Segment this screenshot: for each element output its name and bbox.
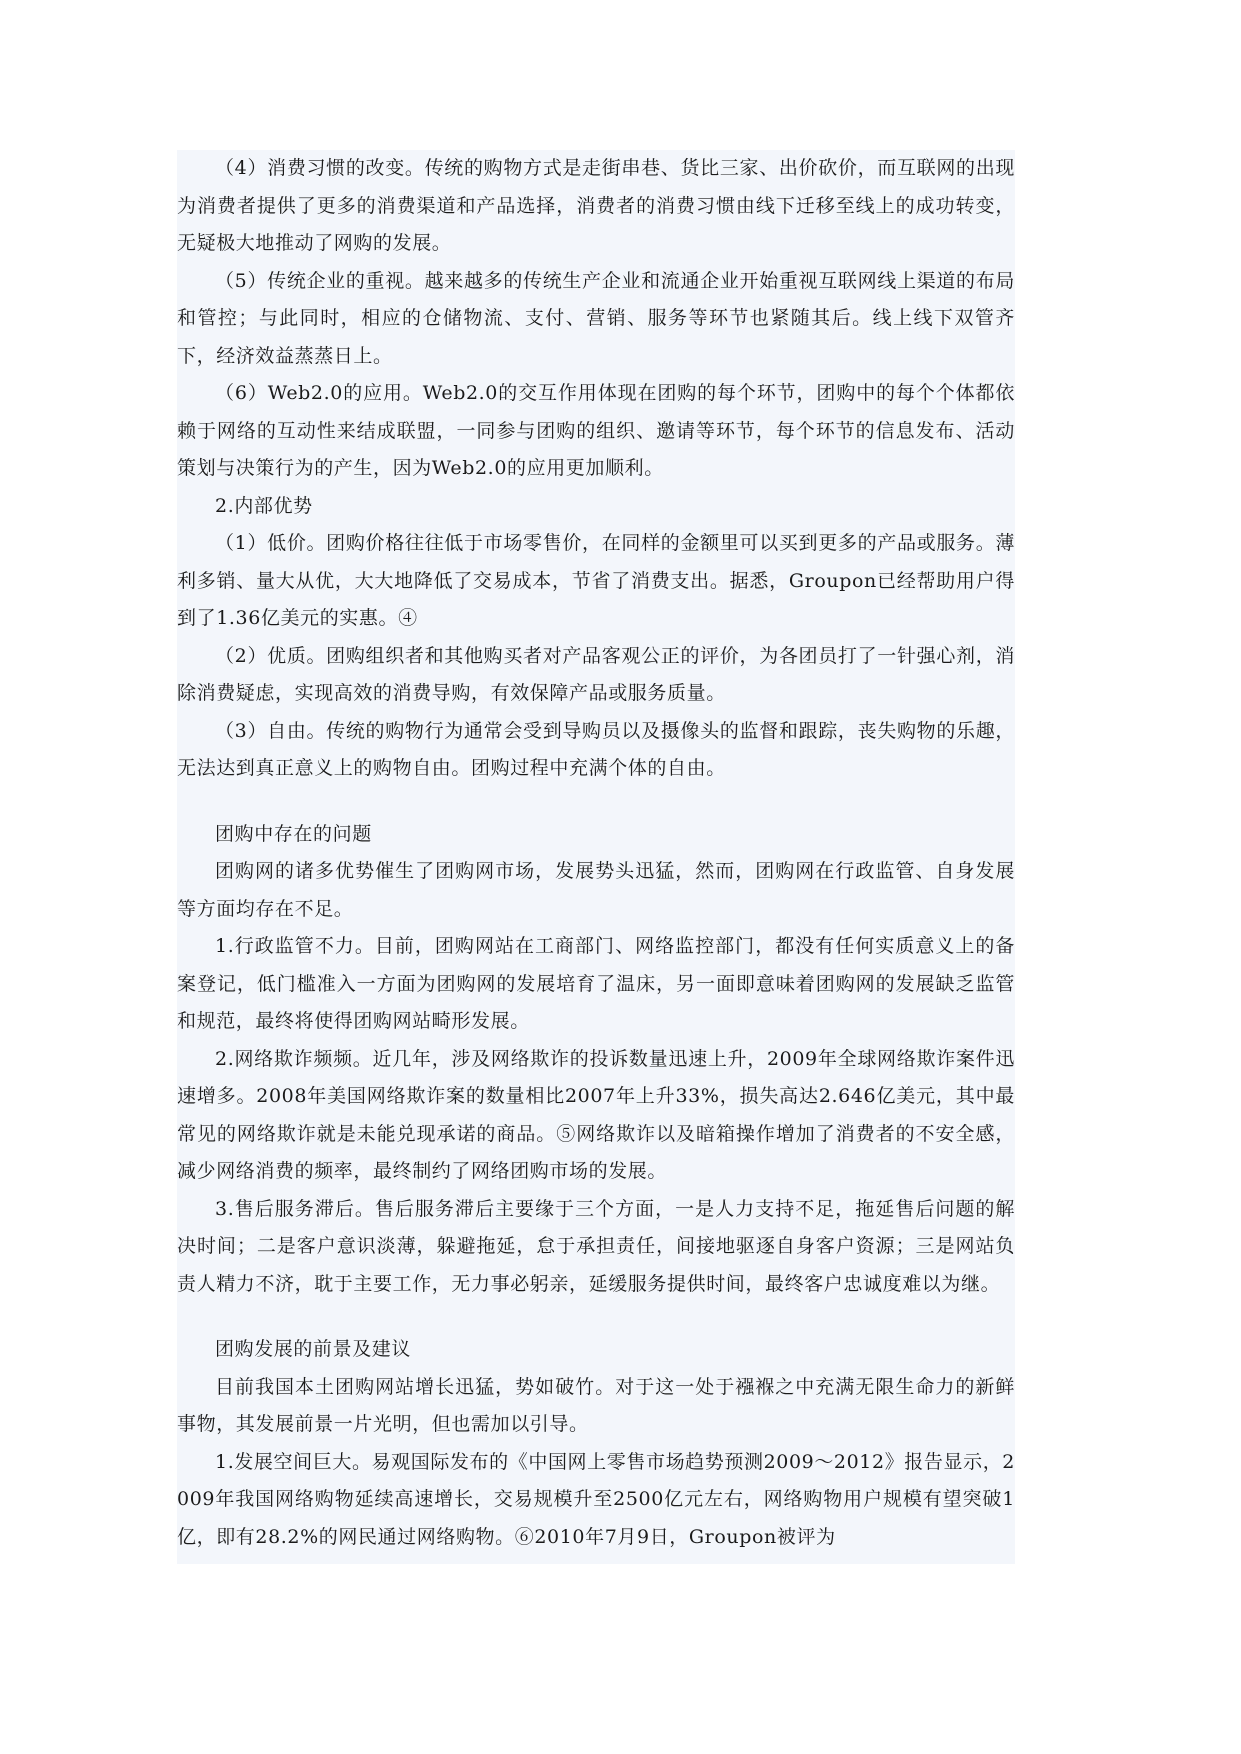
paragraph: 3.售后服务滞后。售后服务滞后主要缘于三个方面，一是人力支持不足，拖延售后问题的解决时间；二是客户意识淡薄，躲避拖延，怠于承担责任，间接地驱逐自身客户资源；三是网站负责人精力不济，耽于主要工作，无力事必躬亲，延缓服务提供时间，最终客户忠诚度难以为继。 [177, 1197, 1015, 1295]
section-spacer [177, 788, 1015, 816]
section-heading: 团购发展的前景及建议 [215, 1338, 412, 1360]
paragraph: 1.发展空间巨大。易观国际发布的《中国网上零售市场趋势预测2009～2012》报告显示，2009年我国网络购物延续高速增长，交易规模升至2500亿元左右，网络购物用户规模有望突破1亿，即有28.2%的网民通过网络购物。⑥2010年7月9日，Groupon被评为 [177, 1450, 1015, 1548]
paragraph: 2.网络欺诈频频。近几年，涉及网络欺诈的投诉数量迅速上升，2009年全球网络欺诈案件迅速增多。2008年美国网络欺诈案的数量相比2007年上升33%，损失高达2.646亿美元，其中最常见的网络欺诈就是未能兑现承诺的商品。⑤网络欺诈以及暗箱操作增加了消费者的不安全感，减少网络消费的频率，最终制约了网络团购市场的发展。 [177, 1047, 1015, 1182]
section-spacer [177, 1303, 1015, 1331]
paragraph: （2）优质。团购组织者和其他购买者对产品客观公正的评价，为各团员打了一针强心剂，消除消费疑虑，实现高效的消费导购，有效保障产品或服务质量。 [177, 644, 1015, 704]
paragraph: （6）Web2.0的应用。Web2.0的交互作用体现在团购的每个环节，团购中的每个个体都依赖于网络的互动性来结成联盟，一同参与团购的组织、邀请等环节，每个环节的信息发布、活动策划与决策行为的产生，因为Web2.0的应用更加顺利。 [177, 382, 1015, 479]
paragraph: 1.行政监管不力。目前，团购网站在工商部门、网络监控部门，都没有任何实质意义上的备案登记，低门槛准入一方面为团购网的发展培育了温床，另一面即意味着团购网的发展缺乏监管和规范，最终将使得团购网站畸形发展。 [177, 935, 1015, 1032]
section-heading: 团购中存在的问题 [215, 822, 372, 845]
paragraph: 目前我国本土团购网站增长迅猛，势如破竹。对于这一处于襁褓之中充满无限生命力的新鲜事物，其发展前景一片光明，但也需加以引导。 [177, 1375, 1015, 1435]
document-body [177, 150, 1015, 1564]
paragraph: 团购网的诸多优势催生了团购网市场，发展势头迅猛，然而，团购网在行政监管、自身发展等方面均存在不足。 [177, 860, 1015, 920]
paragraph: （3）自由。传统的购物行为通常会受到导购员以及摄像头的监督和跟踪，丧失购物的乐趣，无法达到真正意义上的购物自由。团购过程中充满个体的自由。 [177, 719, 1015, 779]
paragraph: （1）低价。团购价格往往低于市场零售价，在同样的金额里可以买到更多的产品或服务。薄利多销、量大从优，大大地降低了交易成本，节省了消费支出。据悉，Groupon已经帮助用户得到了1.36亿美元的实惠。④ [177, 532, 1015, 629]
paragraph: （5）传统企业的重视。越来越多的传统生产企业和流通企业开始重视互联网线上渠道的布局和管控；与此同时，相应的仓储物流、支付、营销、服务等环节也紧随其后。线上线下双管齐下，经济效益蒸蒸日上。 [177, 269, 1015, 367]
subheading: 2.内部优势 [215, 494, 313, 517]
paragraph: （4）消费习惯的改变。传统的购物方式是走街串巷、货比三家、出价砍价，而互联网的出现为消费者提供了更多的消费渠道和产品选择，消费者的消费习惯由线下迁移至线上的成功转变，无疑极大地推动了网购的发展。 [177, 157, 1015, 254]
